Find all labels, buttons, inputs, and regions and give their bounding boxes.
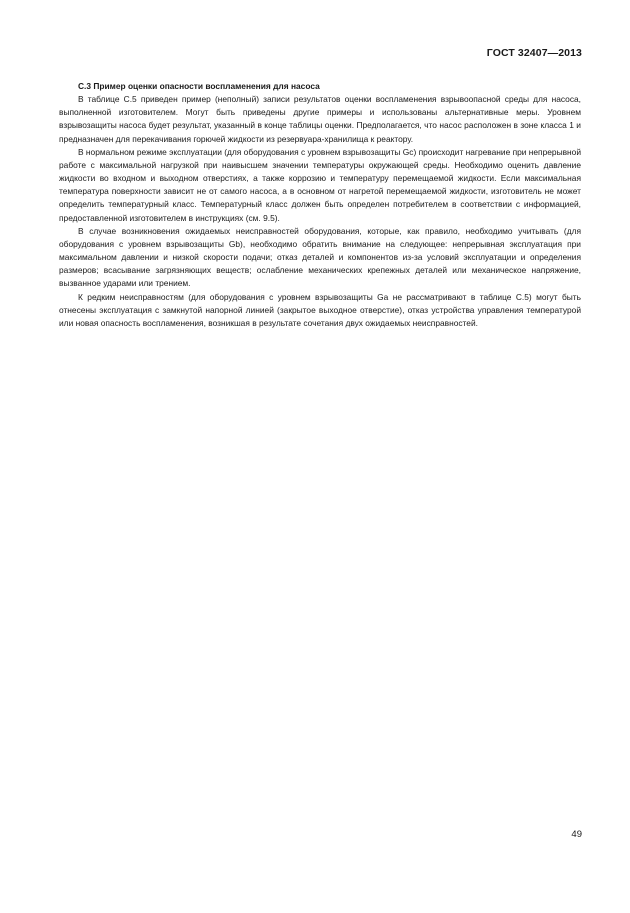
section-body xyxy=(59,80,581,330)
paragraph-1: В таблице С.5 приведен пример (неполный) записи результатов оценки воспламенения взрывоопасной среды для насоса, выполненной изготовителем. Могут быть приведены другие примеры и использованы альтернативные меры. Уровнем взрывозащиты насоса будет результат, указанный в конце таблицы оценки. Предполагается, что насос расположен в зоне класса 1 и предназначен для перекачивания горючей жидкости из резервуара-хранилища к реактору. xyxy=(59,94,581,144)
document-header: ГОСТ 32407—2013 xyxy=(486,47,582,59)
paragraph-4: К редким неисправностям (для оборудования с уровнем взрывозащиты Ga не рассматривают в таблице С.5) могут быть отнесены эксплуатация с замкнутой напорной линией (закрытое выходное отверстие), отказ устройства управления температурой или новая опасность воспламенения, возникшая в результате сочетания двух ожидаемых неисправностей. xyxy=(59,291,581,328)
page-number: 49 xyxy=(571,829,582,840)
section-title: C.3 Пример оценки опасности воспламенения для насоса xyxy=(78,81,320,91)
paragraph-3: В случае возникновения ожидаемых неисправностей оборудования, которые, как правило, необходимо учитывать (для оборудования с уровнем взрывозащиты Gb), необходимо обратить внимание на следующее: непрерывная эксплуатация при максимальном давлении и низкой скорости подачи; отказ деталей и компонентов из-за условий эксплуатации и определения размеров; всасывание загрязняющих веществ; ослабление механических крепежных деталей или механическое напряжение, вызванное ударами или трением. xyxy=(59,225,581,289)
paragraph-2: В нормальном режиме эксплуатации (для оборудования с уровнем взрывозащиты Gc) происходит нагревание при непрерывной работе с максимальной нагрузкой при наивысшем значении температуры окружающей среды. Необходимо оценить давление жидкости во входном и выходном отверстиях, а также коррозию и температуру перемещаемой жидкости. Если максимальная температура поверхности зависит не от самого насоса, а в основном от нагретой перемещаемой жидкости, изготовитель не может определить температурный класс. Температурный класс должен быть определен потребителем в соответствии с информацией, предоставленной изготовителем в инструкциях (см. 9.5). xyxy=(59,146,581,223)
